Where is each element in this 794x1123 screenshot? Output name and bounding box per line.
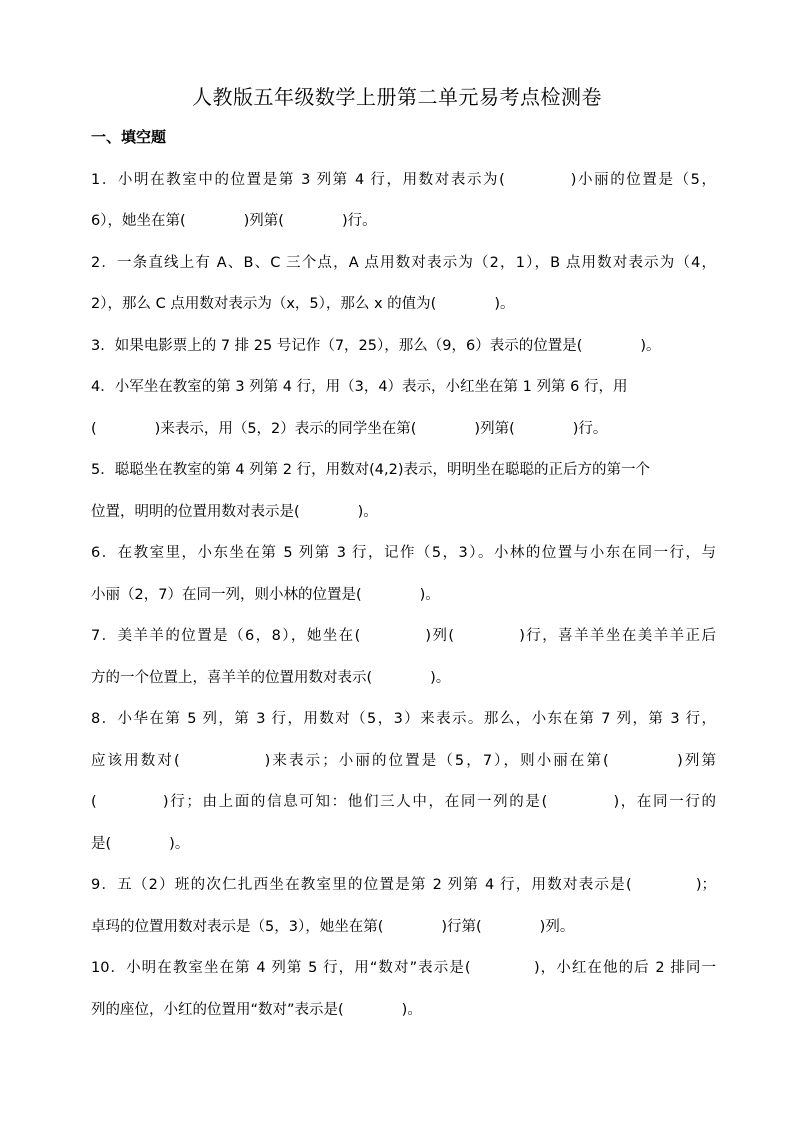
text-line: 位置，明明的位置用数对表示是( )。 xyxy=(91,504,378,520)
text-line: 2．一条直线上有 A、B、C 三个点，A 点用数对表示为（2，1），B 点用数对表示为（4， xyxy=(91,255,716,271)
text-line: 列的座位，小红的位置用“数对”表示是( )。 xyxy=(91,1002,422,1018)
section-heading: 一、填空题 xyxy=(91,128,167,146)
text-line: 7．美羊羊的位置是（6，8），她坐在( )列( )行，喜羊羊坐在美羊羊正后 xyxy=(91,628,716,644)
text-line: 6．在教室里，小东坐在第 5 列第 3 行，记作（5，3）。小林的位置与小东在同一行，与 xyxy=(91,545,716,561)
text-line: 4．小军坐在教室的第 3 列第 4 行，用（3，4）表示，小红坐在第 1 列第 6 行，用 xyxy=(91,379,628,395)
text-line: 9．五（2）班的次仁扎西坐在教室里的位置是第 2 列第 4 行，用数对表示是( )； xyxy=(91,877,716,893)
text-line: 3．如果电影票上的 7 排 25 号记作（7，25），那么（9，6）表示的位置是( )。 xyxy=(91,338,661,354)
text-line: 5．聪聪坐在教室的第 4 列第 2 行，用数对(4,2)表示，明明坐在聪聪的正后方的第一个 xyxy=(91,462,650,478)
page-title: 人教版五年级数学上册第二单元易考点检测卷 xyxy=(192,85,602,109)
text-line: 小丽（2，7）在同一列，则小林的位置是( )。 xyxy=(91,587,440,603)
text-line: 2），那么 C 点用数对表示为（x，5），那么 x 的值为( )。 xyxy=(91,296,515,312)
text-line: 应该用数对( )来表示；小丽的位置是（5，7），则小丽在第( )列第 xyxy=(91,753,716,769)
text-line: 6），她坐在第( )列第( )行。 xyxy=(91,213,377,229)
text-line: ( )来表示，用（5，2）表示的同学坐在第( )列第( )行。 xyxy=(91,421,608,437)
text-line: 是( )。 xyxy=(91,836,190,852)
text-line: 10．小明在教室坐在第 4 列第 5 行，用“数对”表示是( )，小红在他的后 2 排同一 xyxy=(91,960,716,976)
text-line: 8．小华在第 5 列，第 3 行，用数对（5，3）来表示。那么，小东在第 7 列，第 3 行， xyxy=(91,711,716,727)
text-line: ( )行；由上面的信息可知：他们三人中，在同一列的是( )，在同一行的 xyxy=(91,794,716,810)
text-line: 卓玛的位置用数对表示是（5，3），她坐在第( )行第( )列。 xyxy=(91,919,575,935)
text-line: 1．小明在教室中的位置是第 3 列第 4 行，用数对表示为( )小丽的位置是（5， xyxy=(91,172,716,188)
text-line: 方的一个位置上，喜羊羊的位置用数对表示( )。 xyxy=(91,670,451,686)
